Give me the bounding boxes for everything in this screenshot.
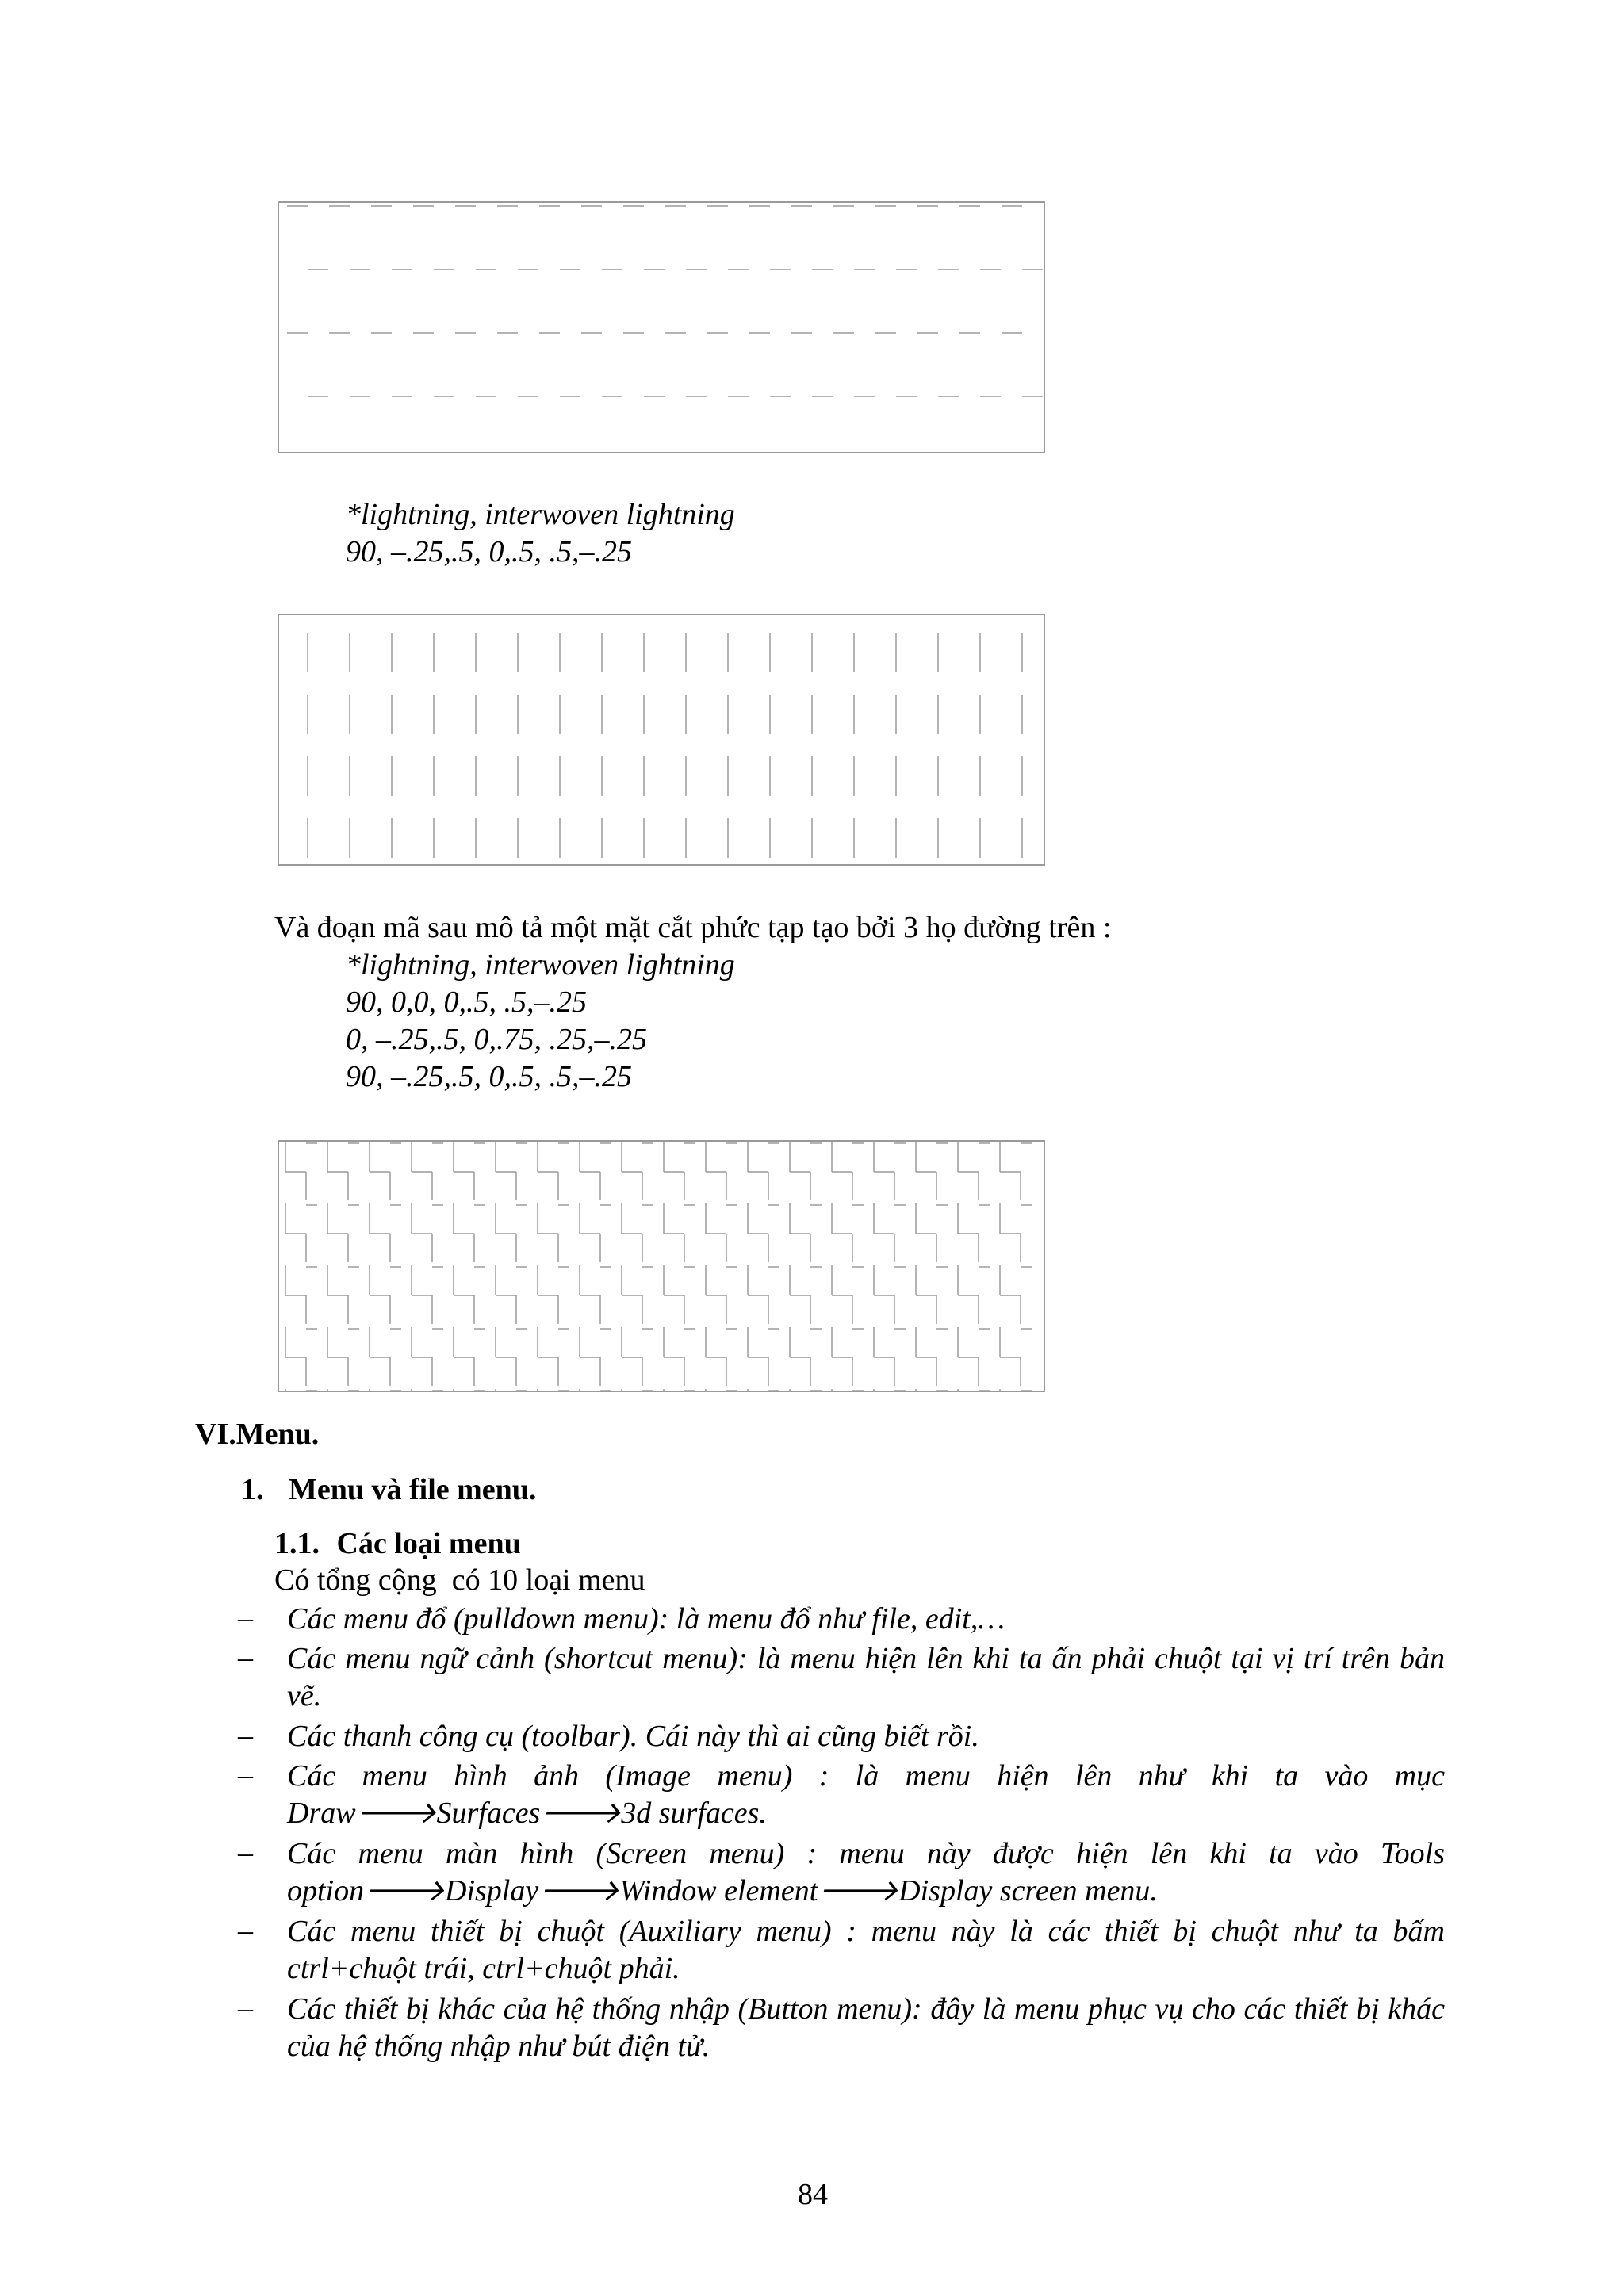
dash-bullet: – bbox=[238, 1601, 253, 1635]
list-item bbox=[238, 1718, 1445, 1755]
pattern-name: *lightning, interwoven lightning bbox=[346, 498, 735, 531]
list-item bbox=[238, 1758, 1445, 1832]
list-item-text: Các menu ngữ cảnh (shortcut menu): là menu hiện lên khi ta ấn phải chuột tại vị trí trên bản vẽ. bbox=[287, 1642, 1445, 1712]
subsection-heading bbox=[241, 1472, 536, 1507]
dash-bullet: – bbox=[238, 1836, 253, 1869]
subsection-title: Menu và file menu. bbox=[289, 1473, 537, 1506]
hatch-pattern-horizontal-dashes-graphic bbox=[278, 201, 1045, 453]
pattern-name: *lightning, interwoven lightning bbox=[346, 948, 735, 982]
dash-bullet: – bbox=[238, 1758, 253, 1792]
list-item bbox=[238, 1601, 1445, 1638]
hatch-pattern-interwoven-lightning-graphic bbox=[278, 1140, 1045, 1392]
dash-bullet: – bbox=[238, 1641, 253, 1674]
section-heading bbox=[195, 1417, 319, 1452]
hatch-pattern-vertical-dashes bbox=[278, 614, 1045, 866]
list-item-text: Các thanh công cụ (toolbar). Cái này thì ai cũng biết rồi. bbox=[287, 1720, 979, 1753]
pattern-code-block-1 bbox=[346, 496, 735, 571]
dash-bullet: – bbox=[238, 1719, 253, 1752]
hatch-pattern-interwoven-lightning bbox=[278, 1140, 1045, 1392]
section-number: VI. bbox=[195, 1418, 236, 1451]
hatch-pattern-vertical-dashes-graphic bbox=[278, 614, 1045, 866]
menu-count-text: Có tổng cộng có 10 loại menu bbox=[274, 1563, 645, 1597]
hatch-pattern-horizontal-dashes bbox=[278, 201, 1045, 453]
pattern-line: 90, –.25,.5, 0,.5, .5,–.25 bbox=[346, 535, 632, 568]
list-item-text: Các menu hình ảnh (Image menu) : là menu hiện lên như khi ta vào mục Draw🡒Surfaces🡒3d surfaces. bbox=[287, 1759, 1445, 1830]
pattern-line: 0, –.25,.5, 0,.75, .25,–.25 bbox=[346, 1023, 647, 1056]
page-number: 84 bbox=[798, 2178, 828, 2211]
list-item-text: Các menu đổ (pulldown menu): là menu đổ như file, edit,… bbox=[287, 1602, 1005, 1636]
list-item-text: Các menu thiết bị chuột (Auxiliary menu) : menu này là các thiết bị chuột như ta bấm ctrl+chuột trái, ctrl+chuột phải. bbox=[287, 1915, 1445, 1985]
list-item bbox=[238, 1991, 1445, 2065]
subsubsection-number: 1.1. bbox=[274, 1527, 320, 1560]
pattern-line: 90, –.25,.5, 0,.5, .5,–.25 bbox=[346, 1060, 632, 1093]
pattern-intro-text: Và đoạn mã sau mô tả một mặt cắt phức tạp tạo bởi 3 họ đường trên : bbox=[274, 911, 1112, 944]
list-item bbox=[238, 1640, 1445, 1715]
subsubsection-heading bbox=[274, 1526, 521, 1561]
pattern-line: 90, 0,0, 0,.5, .5,–.25 bbox=[346, 985, 587, 1019]
dash-bullet: – bbox=[238, 1914, 253, 1947]
subsubsection-title: Các loại menu bbox=[336, 1527, 521, 1560]
list-item bbox=[238, 1913, 1445, 1988]
list-item-text: Các menu màn hình (Screen menu) : menu này được hiện lên khi ta vào Tools option🡒Display🡒Window element🡒Display screen menu. bbox=[287, 1837, 1445, 1908]
list-item bbox=[238, 1835, 1445, 1910]
section-title: Menu. bbox=[236, 1418, 320, 1451]
subsection-number: 1. bbox=[241, 1473, 264, 1506]
pattern-code-block-2 bbox=[346, 947, 735, 1096]
list-item-text: Các thiết bị khác của hệ thống nhập (Button menu): đây là menu phục vụ cho các thiết bị khác của hệ thống nhập như bút điện tử. bbox=[287, 1992, 1445, 2063]
dash-bullet: – bbox=[238, 1992, 253, 2025]
